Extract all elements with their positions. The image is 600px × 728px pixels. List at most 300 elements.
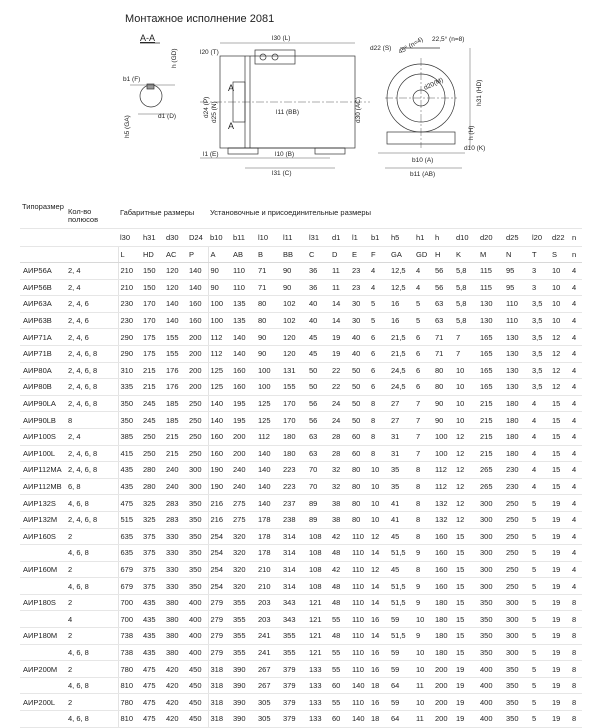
cell-value: 245 bbox=[141, 395, 164, 412]
label-d24: d24 (P) bbox=[203, 96, 210, 118]
cell-value: 6 bbox=[414, 379, 433, 396]
cell-value: 355 bbox=[231, 628, 256, 645]
cell-value: 210 bbox=[118, 279, 141, 296]
cell-value: 215 bbox=[478, 445, 504, 462]
cell-value: 11 bbox=[330, 263, 350, 280]
cell-value: 12 bbox=[454, 511, 478, 528]
cell-value: 180 bbox=[504, 412, 530, 429]
cell-value: 250 bbox=[504, 528, 530, 545]
label-d10: d10 (K) bbox=[464, 145, 486, 152]
cell-value: 125 bbox=[256, 395, 281, 412]
cell-value: 8 bbox=[369, 428, 389, 445]
cell-value: 48 bbox=[330, 578, 350, 595]
header-spacer bbox=[66, 229, 118, 247]
header-h31: h31 bbox=[141, 229, 164, 247]
cell-value: 10 bbox=[454, 379, 478, 396]
cell-value: 8 bbox=[369, 445, 389, 462]
cell-value: 71 bbox=[256, 279, 281, 296]
cell-value: 64 bbox=[389, 711, 414, 728]
cell-value: 318 bbox=[208, 694, 231, 711]
cell-value: 15 bbox=[454, 528, 478, 545]
table-row bbox=[20, 561, 582, 578]
cell-typesize: АИР71А bbox=[20, 329, 66, 346]
cell-value: 435 bbox=[141, 594, 164, 611]
table-row bbox=[20, 611, 582, 628]
cell-value: 420 bbox=[164, 694, 187, 711]
cell-value: 170 bbox=[141, 312, 164, 329]
cell-value: 15 bbox=[550, 412, 570, 429]
cell-value: 3 bbox=[530, 263, 550, 280]
cell-value: 200 bbox=[433, 694, 454, 711]
cell-value: 160 bbox=[208, 445, 231, 462]
cell-value: 135 bbox=[231, 312, 256, 329]
cell-value: 5 bbox=[530, 578, 550, 595]
cell-value: 350 bbox=[187, 578, 208, 595]
cell-value: 3 bbox=[530, 279, 550, 296]
cell-value: 10 bbox=[454, 395, 478, 412]
header-d22: d22 bbox=[550, 229, 570, 247]
cell-value: 160 bbox=[187, 312, 208, 329]
cell-value: 180 bbox=[433, 611, 454, 628]
cell-poles: 2 bbox=[66, 661, 118, 678]
cell-value: 14 bbox=[369, 545, 389, 562]
header-l10: l10 bbox=[256, 229, 281, 247]
cell-value: 238 bbox=[281, 511, 307, 528]
cell-value: 250 bbox=[504, 578, 530, 595]
cell-typesize: АИР56В bbox=[20, 279, 66, 296]
cell-value: 40 bbox=[307, 296, 330, 313]
cell-value: 780 bbox=[118, 694, 141, 711]
cell-value: 254 bbox=[208, 545, 231, 562]
cell-value: 7 bbox=[454, 345, 478, 362]
cell-value: 6 bbox=[369, 379, 389, 396]
cell-value: 380 bbox=[164, 611, 187, 628]
cell-value: 283 bbox=[164, 495, 187, 512]
cell-value: 350 bbox=[478, 594, 504, 611]
cell-value: 11 bbox=[330, 279, 350, 296]
cell-value: 4 bbox=[570, 478, 582, 495]
cell-value: 19 bbox=[454, 677, 478, 694]
header-l31: l31 bbox=[307, 229, 330, 247]
cell-value: 24 bbox=[330, 395, 350, 412]
cell-value: 71 bbox=[256, 263, 281, 280]
motor-technical-drawing bbox=[0, 28, 600, 188]
cell-value: 178 bbox=[256, 545, 281, 562]
cell-value: 215 bbox=[164, 428, 187, 445]
dimensions-table bbox=[20, 202, 582, 728]
cell-typesize: АИР90LB bbox=[20, 412, 66, 429]
cell-value: 475 bbox=[141, 694, 164, 711]
cell-value: 160 bbox=[433, 578, 454, 595]
label-l20: l20 (T) bbox=[200, 49, 219, 56]
header-overall: Габаритные размеры bbox=[118, 202, 208, 229]
cell-value: 19 bbox=[550, 711, 570, 728]
cell-value: 63 bbox=[433, 296, 454, 313]
header-symbol: A bbox=[208, 247, 231, 263]
cell-value: 4 bbox=[414, 263, 433, 280]
cell-value: 140 bbox=[350, 677, 369, 694]
cell-value: 22 bbox=[330, 362, 350, 379]
cell-value: 375 bbox=[141, 528, 164, 545]
cell-value: 180 bbox=[504, 428, 530, 445]
cell-value: 50 bbox=[307, 379, 330, 396]
cell-value: 55 bbox=[330, 694, 350, 711]
cell-value: 300 bbox=[504, 594, 530, 611]
cell-value: 80 bbox=[256, 312, 281, 329]
cell-value: 420 bbox=[164, 711, 187, 728]
cell-value: 165 bbox=[478, 362, 504, 379]
cell-value: 300 bbox=[187, 478, 208, 495]
cell-value: 19 bbox=[550, 694, 570, 711]
cell-value: 155 bbox=[281, 379, 307, 396]
cell-value: 19 bbox=[550, 578, 570, 595]
cell-value: 160 bbox=[231, 379, 256, 396]
cell-value: 178 bbox=[256, 511, 281, 528]
cell-value: 4 bbox=[570, 578, 582, 595]
cell-value: 120 bbox=[164, 279, 187, 296]
cell-value: 420 bbox=[164, 661, 187, 678]
cell-value: 108 bbox=[307, 545, 330, 562]
cell-value: 380 bbox=[164, 594, 187, 611]
label-h5: h5 (GA) bbox=[124, 115, 131, 138]
cell-value: 185 bbox=[164, 412, 187, 429]
cell-value: 110 bbox=[350, 694, 369, 711]
cell-value: 400 bbox=[187, 628, 208, 645]
cell-value: 8 bbox=[369, 395, 389, 412]
cell-value: 6 bbox=[369, 345, 389, 362]
cell-value: 133 bbox=[307, 661, 330, 678]
cell-typesize bbox=[20, 644, 66, 661]
cell-value: 5 bbox=[530, 495, 550, 512]
header-spacer bbox=[20, 247, 66, 263]
cell-value: 16 bbox=[369, 611, 389, 628]
table-row bbox=[20, 661, 582, 678]
header-d1: d1 bbox=[330, 229, 350, 247]
cell-value: 300 bbox=[504, 628, 530, 645]
cell-typesize: АИР80В bbox=[20, 379, 66, 396]
cell-value: 780 bbox=[118, 661, 141, 678]
cell-value: 12 bbox=[369, 561, 389, 578]
cell-value: 250 bbox=[504, 495, 530, 512]
cell-value: 254 bbox=[208, 528, 231, 545]
cell-value: 380 bbox=[164, 628, 187, 645]
table-row bbox=[20, 296, 582, 313]
cell-value: 4 bbox=[570, 362, 582, 379]
cell-value: 3,5 bbox=[530, 312, 550, 329]
cell-value: 200 bbox=[187, 362, 208, 379]
cell-value: 250 bbox=[504, 511, 530, 528]
cell-value: 100 bbox=[256, 362, 281, 379]
cell-value: 5 bbox=[530, 661, 550, 678]
header-spacer bbox=[66, 247, 118, 263]
cell-value: 5,8 bbox=[454, 296, 478, 313]
header-symbol: B bbox=[256, 247, 281, 263]
cell-value: 45 bbox=[307, 329, 330, 346]
cell-value: 130 bbox=[504, 379, 530, 396]
cell-value: 3,5 bbox=[530, 379, 550, 396]
cell-typesize: АИР160S bbox=[20, 528, 66, 545]
table-row bbox=[20, 578, 582, 595]
header-n: n bbox=[570, 229, 582, 247]
cell-value: 12 bbox=[454, 478, 478, 495]
cell-value: 60 bbox=[350, 428, 369, 445]
cell-value: 35 bbox=[389, 462, 414, 479]
cell-value: 140 bbox=[256, 462, 281, 479]
cell-value: 80 bbox=[256, 296, 281, 313]
cell-value: 110 bbox=[350, 528, 369, 545]
cell-value: 379 bbox=[281, 661, 307, 678]
header-symbol: BB bbox=[281, 247, 307, 263]
cell-value: 130 bbox=[478, 296, 504, 313]
cell-value: 200 bbox=[433, 711, 454, 728]
cell-value: 19 bbox=[550, 644, 570, 661]
cell-value: 635 bbox=[118, 528, 141, 545]
header-symbol: F bbox=[369, 247, 389, 263]
cell-value: 100 bbox=[433, 445, 454, 462]
cell-value: 250 bbox=[141, 445, 164, 462]
cell-typesize: АИР63А bbox=[20, 296, 66, 313]
cell-value: 40 bbox=[350, 329, 369, 346]
cell-value: 28 bbox=[330, 428, 350, 445]
header-d20: d20 bbox=[478, 229, 504, 247]
cell-value: 89 bbox=[307, 511, 330, 528]
cell-value: 108 bbox=[307, 578, 330, 595]
cell-value: 180 bbox=[281, 428, 307, 445]
cell-value: 140 bbox=[256, 478, 281, 495]
cell-value: 314 bbox=[281, 578, 307, 595]
cell-value: 400 bbox=[478, 711, 504, 728]
cell-value: 180 bbox=[504, 445, 530, 462]
cell-value: 80 bbox=[350, 511, 369, 528]
cell-value: 390 bbox=[231, 677, 256, 694]
cell-value: 7 bbox=[414, 412, 433, 429]
cell-value: 4 bbox=[570, 345, 582, 362]
cell-value: 14 bbox=[330, 312, 350, 329]
cell-typesize: АИР71В bbox=[20, 345, 66, 362]
table-row bbox=[20, 694, 582, 711]
cell-value: 310 bbox=[118, 362, 141, 379]
cell-value: 8 bbox=[414, 528, 433, 545]
cell-value: 140 bbox=[231, 329, 256, 346]
cell-value: 320 bbox=[231, 528, 256, 545]
cell-value: 5 bbox=[530, 628, 550, 645]
cell-value: 318 bbox=[208, 661, 231, 678]
cell-poles: 2, 4, 6, 8 bbox=[66, 395, 118, 412]
cell-value: 50 bbox=[350, 395, 369, 412]
cell-value: 210 bbox=[256, 578, 281, 595]
cell-value: 27 bbox=[389, 412, 414, 429]
cell-value: 5 bbox=[530, 644, 550, 661]
cell-value: 8 bbox=[570, 611, 582, 628]
label-d20: d20(M) bbox=[422, 76, 445, 92]
cell-value: 24,5 bbox=[389, 379, 414, 396]
cell-poles: 6, 8 bbox=[66, 478, 118, 495]
header-symbol: GD bbox=[414, 247, 433, 263]
header-l30: l30 bbox=[118, 229, 141, 247]
arrow-label-a-lower: A bbox=[228, 121, 235, 131]
cell-poles: 2, 4, 6 bbox=[66, 312, 118, 329]
cell-value: 10 bbox=[414, 661, 433, 678]
cell-value: 112 bbox=[256, 428, 281, 445]
cell-value: 7 bbox=[454, 329, 478, 346]
header-l11: l11 bbox=[281, 229, 307, 247]
cell-value: 240 bbox=[231, 462, 256, 479]
cell-value: 4 bbox=[570, 495, 582, 512]
cell-value: 250 bbox=[141, 428, 164, 445]
cell-poles: 2, 4 bbox=[66, 279, 118, 296]
cell-value: 165 bbox=[478, 379, 504, 396]
cell-value: 59 bbox=[389, 644, 414, 661]
cell-value: 130 bbox=[504, 329, 530, 346]
cell-value: 400 bbox=[187, 611, 208, 628]
cell-value: 10 bbox=[550, 263, 570, 280]
header-symbol: E bbox=[350, 247, 369, 263]
header-symbol: D bbox=[330, 247, 350, 263]
cell-value: 23 bbox=[350, 279, 369, 296]
cell-value: 355 bbox=[231, 611, 256, 628]
cell-value: 80 bbox=[350, 478, 369, 495]
section-label: A-A bbox=[140, 33, 156, 43]
cell-value: 350 bbox=[187, 495, 208, 512]
cell-typesize: АИР90LA bbox=[20, 395, 66, 412]
cell-value: 170 bbox=[281, 412, 307, 429]
cell-value: 50 bbox=[350, 362, 369, 379]
cell-value: 350 bbox=[504, 711, 530, 728]
cell-value: 41 bbox=[389, 495, 414, 512]
cell-value: 210 bbox=[118, 263, 141, 280]
table-row bbox=[20, 478, 582, 495]
cell-value: 15 bbox=[454, 545, 478, 562]
cell-value: 810 bbox=[118, 677, 141, 694]
header-d24: D24 bbox=[187, 229, 208, 247]
cell-value: 130 bbox=[504, 362, 530, 379]
cell-value: 200 bbox=[231, 445, 256, 462]
cell-value: 110 bbox=[350, 561, 369, 578]
cell-typesize: АИР160М bbox=[20, 561, 66, 578]
cell-typesize bbox=[20, 545, 66, 562]
cell-typesize: АИР56А bbox=[20, 263, 66, 280]
label-b10: b10 (A) bbox=[412, 157, 434, 164]
cell-value: 215 bbox=[478, 395, 504, 412]
cell-value: 110 bbox=[350, 578, 369, 595]
cell-value: 140 bbox=[231, 345, 256, 362]
header-b10: b10 bbox=[208, 229, 231, 247]
cell-poles: 4, 6, 8 bbox=[66, 711, 118, 728]
cell-value: 195 bbox=[231, 395, 256, 412]
cell-value: 19 bbox=[550, 677, 570, 694]
cell-value: 215 bbox=[141, 379, 164, 396]
cell-value: 131 bbox=[281, 362, 307, 379]
cell-value: 215 bbox=[478, 428, 504, 445]
cell-value: 5 bbox=[530, 528, 550, 545]
cell-value: 24 bbox=[330, 412, 350, 429]
cell-typesize: АИР100L bbox=[20, 445, 66, 462]
cell-value: 4 bbox=[369, 263, 389, 280]
cell-value: 8 bbox=[570, 594, 582, 611]
cell-value: 400 bbox=[187, 644, 208, 661]
header-symbol: N bbox=[504, 247, 530, 263]
cell-value: 738 bbox=[118, 644, 141, 661]
cell-value: 56 bbox=[307, 412, 330, 429]
cell-value: 380 bbox=[164, 644, 187, 661]
cell-value: 110 bbox=[350, 611, 369, 628]
table-row bbox=[20, 395, 582, 412]
cell-value: 314 bbox=[281, 528, 307, 545]
cell-value: 4 bbox=[530, 395, 550, 412]
cell-value: 45 bbox=[307, 345, 330, 362]
table-row bbox=[20, 412, 582, 429]
cell-value: 8 bbox=[570, 628, 582, 645]
cell-value: 12 bbox=[550, 345, 570, 362]
cell-value: 31 bbox=[389, 428, 414, 445]
cell-value: 6 bbox=[414, 329, 433, 346]
header-spacer bbox=[20, 229, 66, 247]
cell-value: 375 bbox=[141, 545, 164, 562]
cell-value: 160 bbox=[208, 428, 231, 445]
cell-value: 133 bbox=[307, 677, 330, 694]
cell-value: 15 bbox=[550, 478, 570, 495]
terminal-box bbox=[255, 50, 295, 64]
cell-value: 125 bbox=[208, 362, 231, 379]
cell-value: 51,5 bbox=[389, 545, 414, 562]
cell-value: 279 bbox=[208, 594, 231, 611]
cell-value: 9 bbox=[414, 594, 433, 611]
cell-value: 216 bbox=[208, 495, 231, 512]
label-angle-22-5: 22,5° (n=8) bbox=[432, 36, 465, 43]
cell-value: 112 bbox=[433, 462, 454, 479]
cell-value: 350 bbox=[478, 628, 504, 645]
cell-value: 415 bbox=[118, 445, 141, 462]
cell-value: 108 bbox=[307, 561, 330, 578]
cell-value: 110 bbox=[231, 279, 256, 296]
cell-value: 4 bbox=[530, 428, 550, 445]
cell-value: 330 bbox=[164, 528, 187, 545]
label-l1: l1 (E) bbox=[203, 151, 219, 158]
cell-value: 30 bbox=[350, 296, 369, 313]
cell-value: 330 bbox=[164, 545, 187, 562]
cell-value: 350 bbox=[187, 545, 208, 562]
cell-value: 283 bbox=[164, 511, 187, 528]
cell-value: 112 bbox=[433, 478, 454, 495]
cell-value: 160 bbox=[433, 545, 454, 562]
cell-value: 5 bbox=[530, 511, 550, 528]
cell-value: 15 bbox=[454, 611, 478, 628]
table-row bbox=[20, 511, 582, 528]
cell-value: 679 bbox=[118, 578, 141, 595]
cell-value: 355 bbox=[231, 594, 256, 611]
cell-poles: 2 bbox=[66, 561, 118, 578]
cell-value: 215 bbox=[164, 445, 187, 462]
cell-value: 90 bbox=[208, 263, 231, 280]
cell-value: 19 bbox=[550, 561, 570, 578]
cell-value: 121 bbox=[307, 644, 330, 661]
cell-value: 60 bbox=[330, 711, 350, 728]
cell-poles: 4, 6, 8 bbox=[66, 495, 118, 512]
cell-value: 90 bbox=[208, 279, 231, 296]
cell-value: 4 bbox=[570, 279, 582, 296]
cell-poles: 2 bbox=[66, 628, 118, 645]
cell-value: 24,5 bbox=[389, 362, 414, 379]
cell-value: 16 bbox=[389, 296, 414, 313]
cell-value: 390 bbox=[231, 694, 256, 711]
header-symbol: S bbox=[550, 247, 570, 263]
cell-value: 42 bbox=[330, 528, 350, 545]
label-l11: l11 (BB) bbox=[276, 109, 299, 116]
cell-value: 275 bbox=[231, 495, 256, 512]
cell-value: 110 bbox=[350, 661, 369, 678]
cell-value: 140 bbox=[350, 711, 369, 728]
cell-value: 290 bbox=[118, 345, 141, 362]
